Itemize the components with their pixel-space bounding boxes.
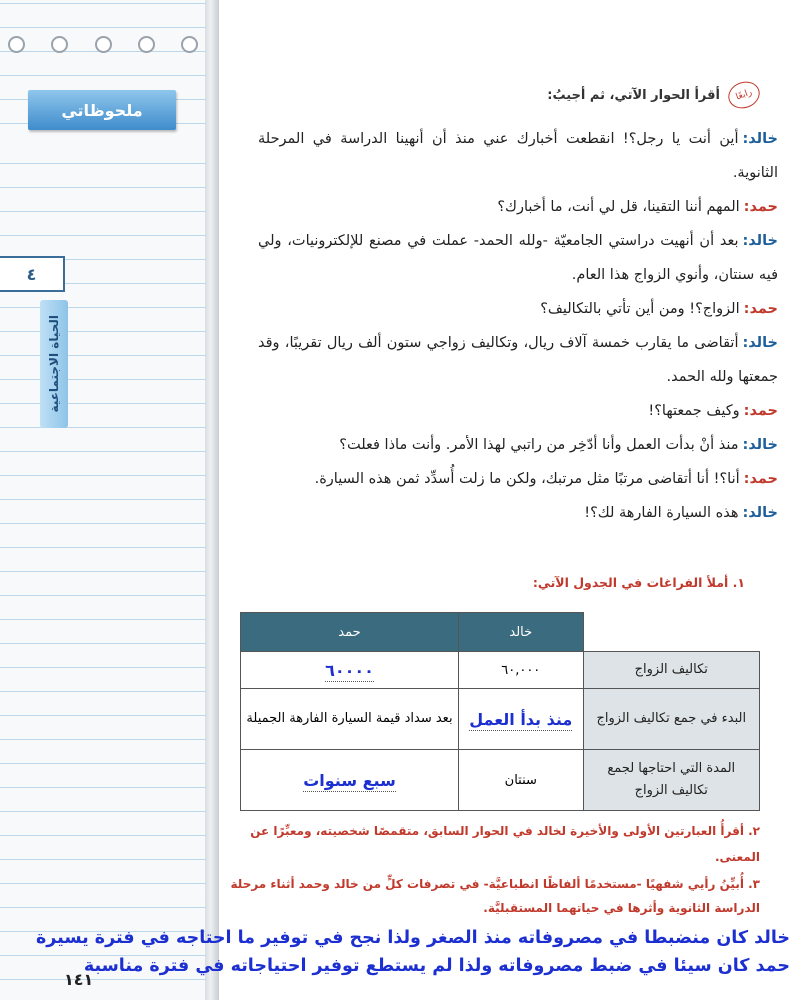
answer-khalid-start: منذ بدأ العمل	[469, 709, 573, 729]
speaker-label: حمد:	[743, 403, 778, 419]
table-row	[241, 652, 760, 689]
cell-khalid[interactable]	[459, 689, 584, 750]
dialogue-line	[258, 122, 778, 190]
task-badge: رابعًا	[725, 77, 764, 112]
dialogue-line	[258, 462, 778, 496]
binder-hole-icon	[95, 36, 112, 53]
main-content	[219, 0, 800, 1000]
notes-label: ملحوظاتي	[28, 90, 176, 130]
unit-title-tab	[40, 300, 68, 428]
dialogue-text: هذه السيارة الفارهة لك؟!	[584, 505, 739, 521]
dialogue-text: منذ أنْ بدأت العمل وأنا أدّخِر من راتبي لهذا الأمر. وأنت ماذا فعلت؟	[339, 437, 739, 453]
speaker-label: حمد:	[743, 471, 778, 487]
dialogue	[258, 122, 778, 530]
speaker-label: خالد:	[742, 131, 778, 147]
dialogue-text: أتقاضى ما يقارب خمسة آلاف ريال، وتكاليف زواجي ستون ألف ريال تقريبًا، وقد جمعتها ولله الحمد.	[258, 335, 778, 385]
speaker-label: حمد:	[743, 301, 778, 317]
binder-hole-icon	[181, 36, 198, 53]
table-corner	[583, 613, 759, 652]
table-header-hamad: حمد	[241, 613, 459, 652]
table-header-khalid: خالد	[459, 613, 584, 652]
notes-margin	[0, 0, 205, 1000]
dialogue-line	[258, 190, 778, 224]
fill-table	[240, 612, 760, 811]
cell-hamad[interactable]	[241, 750, 459, 811]
handwritten-answer-1: خالد كان منضبطا في مصروفاته منذ الصغر ولذا نجح في توفير ما احتاجه في فترة يسيرة	[35, 928, 790, 948]
answer-hamad-duration: سبع سنوات	[303, 770, 396, 790]
dialogue-text: بعد أن أنهيت دراستي الجامعيّة -ولله الحمد- عملت في مصنع للإلكترونيات، ولي فيه سنتان، وأنوي الزواج هذا العام.	[258, 233, 778, 283]
cell-hamad[interactable]	[241, 652, 459, 689]
cell-khalid: سنتان	[459, 750, 584, 811]
speaker-label: خالد:	[742, 233, 778, 249]
table-row	[241, 750, 760, 811]
dialogue-line	[258, 326, 778, 394]
task-header	[547, 82, 760, 108]
cell-hamad: بعد سداد قيمة السيارة الفارهة الجميلة	[241, 689, 459, 750]
binder-holes	[8, 36, 198, 53]
speaker-label: خالد:	[742, 437, 778, 453]
task-title: أقرأ الحوار الآتي، ثم أجيبُ:	[547, 87, 720, 103]
speaker-label: خالد:	[742, 335, 778, 351]
notebook-binding	[205, 0, 219, 1000]
page-number: ١٤١	[64, 970, 94, 989]
dialogue-line	[258, 224, 778, 292]
question-1: ١. أملأ الفراغات في الجدول الآتي:	[532, 575, 745, 590]
dialogue-text: الزواج؟! ومن أين تأتي بالتكاليف؟	[540, 301, 740, 317]
dialogue-line	[258, 394, 778, 428]
dialogue-text: أنا؟! أنا أتقاضى مرتبًا مثل مرتبك، ولكن ما زلت أُسدِّد ثمن هذه السيارة.	[314, 471, 740, 487]
dialogue-text: المهم أننا التقينا، قل لي أنت، ما أخبارك؟	[497, 199, 740, 215]
answer-hamad-cost: ٦٠٠٠٠	[325, 660, 374, 680]
binder-hole-icon	[138, 36, 155, 53]
row-label: تكاليف الزواج	[583, 652, 759, 689]
binder-hole-icon	[8, 36, 25, 53]
table-row	[241, 689, 760, 750]
dialogue-line	[258, 428, 778, 462]
question-3: ٣. أُبيِّنُ رأيي شفهيًا -مستخدمًا ألفاظًا انطباعيَّة- في تصرفات كلٍّ من خالد وحمد أثناء مرحلة الدراسة الثانوية وأثرها في حياتهما المستقبليَّة.	[230, 877, 760, 915]
cell-khalid: ٦٠,٠٠٠	[459, 652, 584, 689]
dialogue-text: وكيف جمعتها؟!	[648, 403, 740, 419]
question-2: ٢. أقرأُ العبارتين الأولى والأخيرة لخالد في الحوار السابق، متقمصًا شخصيته، ومعبِّرًا عن المعنى.	[250, 824, 760, 864]
dialogue-line	[258, 496, 778, 530]
row-label: المدة التي احتاجها لجمع تكاليف الزواج	[583, 750, 759, 811]
unit-number-tab: ٤	[0, 256, 65, 292]
speaker-label: خالد:	[742, 505, 778, 521]
binder-hole-icon	[51, 36, 68, 53]
speaker-label: حمد:	[743, 199, 778, 215]
unit-title: الحياة الاجتماعية	[47, 315, 61, 413]
handwritten-answer-2: حمد كان سيئا في ضبط مصروفاته ولذا لم يستطع توفير احتياجاته في فترة مناسبة	[83, 956, 790, 976]
dialogue-line	[258, 292, 778, 326]
row-label: البدء في جمع تكاليف الزواج	[583, 689, 759, 750]
dialogue-text: أين أنت يا رجل؟! انقطعت أخبارك عني منذ أن أنهينا الدراسة في المرحلة الثانوية.	[258, 131, 778, 181]
